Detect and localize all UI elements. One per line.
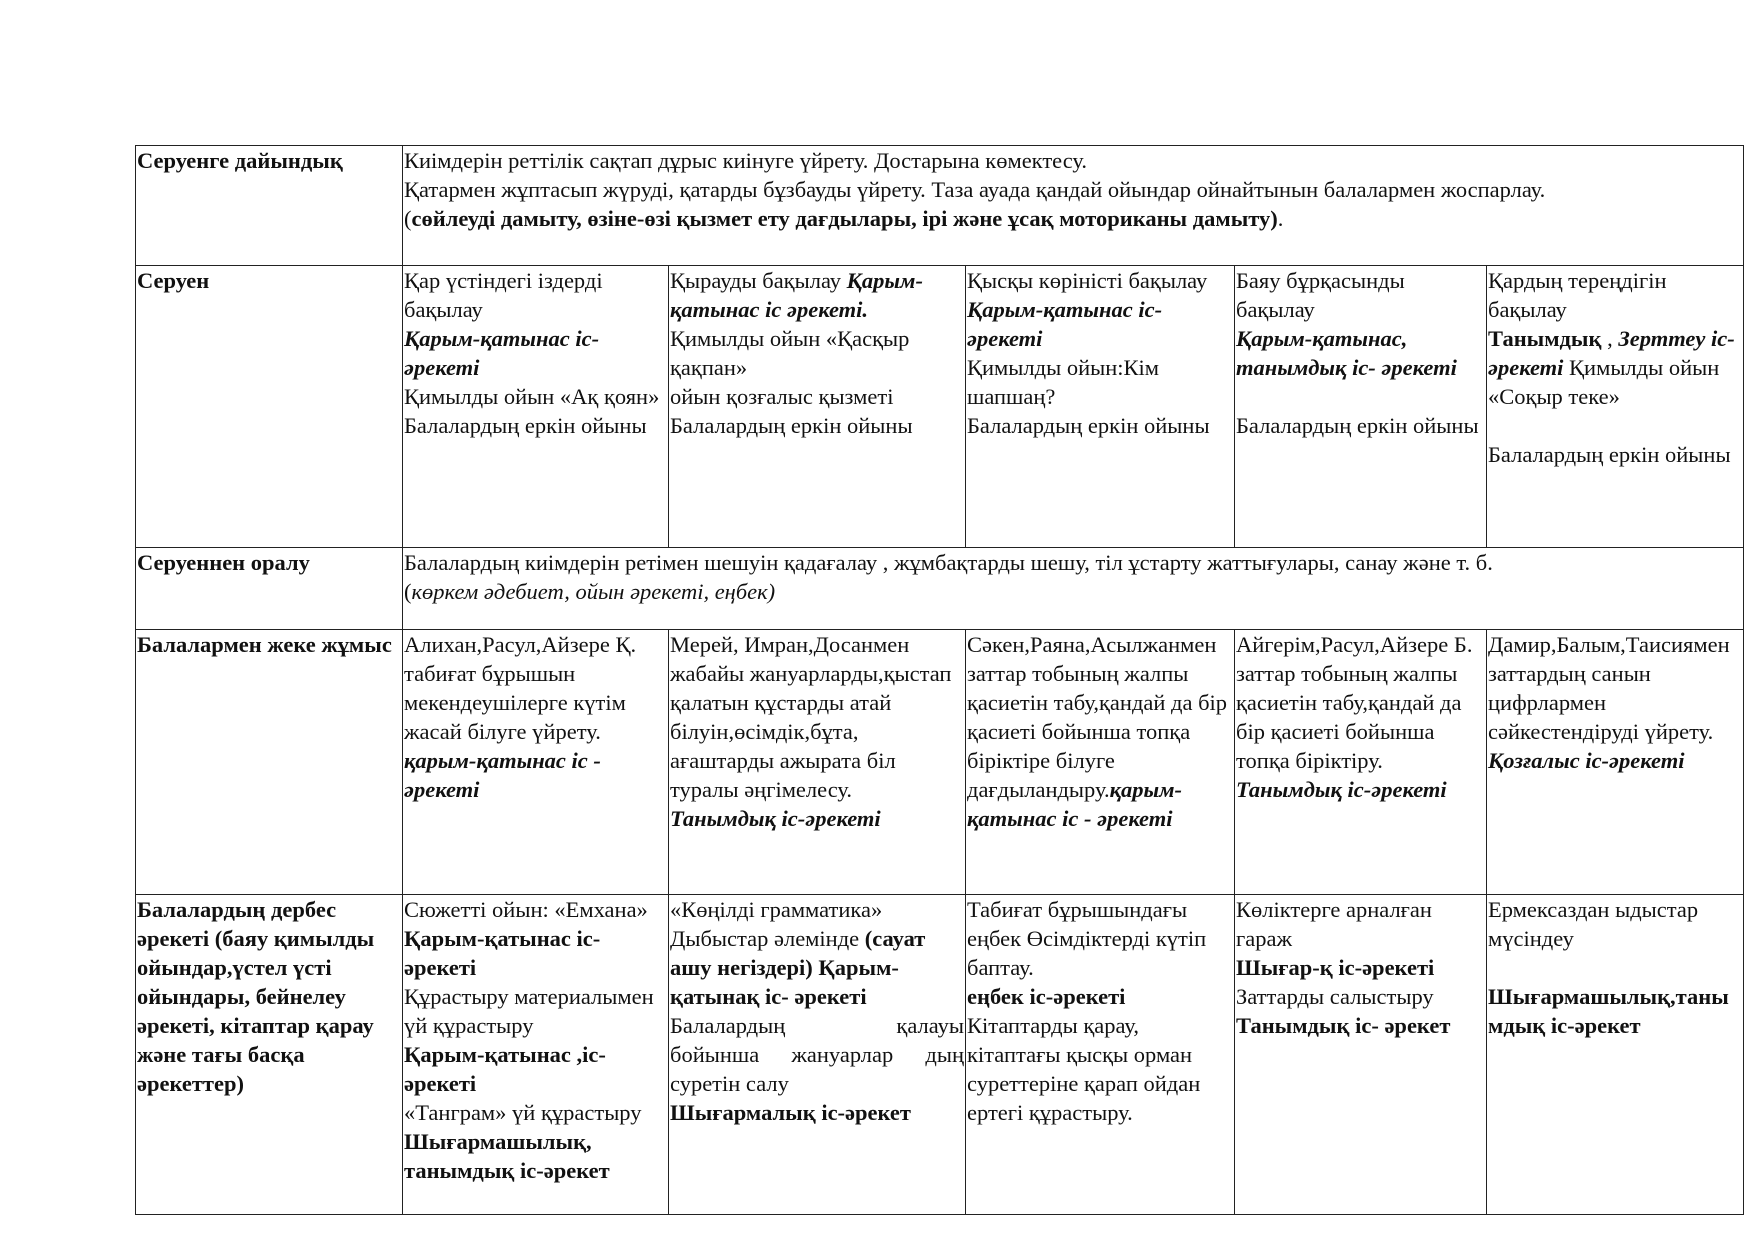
walk-5-research: Зерттеу іс-әрекеті <box>1488 326 1735 380</box>
independent-cell-1 <box>403 895 669 1215</box>
walk-2-activity: Қарым-қатынас іс әрекеті. <box>670 268 923 322</box>
row-return-from-walk <box>136 548 1744 630</box>
individual-cell-2 <box>669 630 966 895</box>
individual-4-text: Айгерім,Расул,Айзере Б. заттар тобының жалпы қасиетін табу,қандай да бір қасиеті бойынша топқа біріктіру. <box>1236 632 1473 773</box>
independent-5-modeling: Ермексаздан ыдыстар мүсіндеу <box>1488 897 1699 951</box>
walk-2-observation <box>670 266 964 324</box>
independent-2-drawing-3: суретін салу <box>670 1071 789 1096</box>
independent-4-activity-a: Шығар-қ іс-әрекеті <box>1236 955 1435 980</box>
walk-5-cognitive: Танымдық <box>1488 326 1602 351</box>
individual-4-activity: Танымдық іс-әрекеті <box>1236 777 1447 802</box>
independent-2-drawing-1: Балалардың қалауы <box>670 1013 964 1038</box>
independent-2-grammar-text: «Көңілді грамматика» Дыбыстар әлемінде <box>670 897 883 951</box>
individual-cell-1 <box>403 630 669 895</box>
independent-cell-5 <box>1487 895 1744 1215</box>
walk-5-game-name: «Соқыр теке» <box>1488 384 1620 409</box>
independent-2-drawing-2: бойынша жануарлар дың <box>670 1042 964 1067</box>
prep-line-3 <box>404 204 1742 233</box>
prep-skills: сөйлеуді дамыту, өзіне-өзі қызмет ету дағдылары, ірі және ұсақ моториканы дамыту) <box>411 206 1278 231</box>
walk-1-observation: Қар үстіндегі іздерді бақылау <box>404 268 603 322</box>
independent-3-activity: еңбек іс-әрекеті <box>967 984 1126 1009</box>
individual-5-text: Дамир,Балым,Таисиямен заттардың санын цифрлармен сәйкестендіруді үйрету. <box>1488 632 1730 744</box>
independent-3-labour: Табиғат бұрышындағы еңбек Өсімдіктерді күтіп баптау. <box>967 897 1207 980</box>
spacer <box>1488 411 1742 440</box>
row-walk-preparation <box>136 146 1744 266</box>
individual-cell-5 <box>1487 630 1744 895</box>
row-walk <box>136 266 1744 548</box>
walk-cell-2 <box>669 266 966 548</box>
separator: , <box>1601 326 1619 351</box>
individual-3-activity: қарым-қатынас іс - әрекеті <box>967 777 1183 831</box>
independent-4-garage: Көліктерге арналған гараж <box>1236 897 1432 951</box>
independent-cell-4 <box>1235 895 1487 1215</box>
walk-1-game: Қимылды ойын «Ақ қоян» <box>404 384 660 409</box>
individual-cell-3 <box>966 630 1235 895</box>
paren: ( <box>404 579 412 604</box>
independent-cell-2 <box>669 895 966 1215</box>
walk-4-activity: Қарым-қатынас, танымдық іс- әрекеті <box>1236 326 1457 380</box>
walk-3-observation: Қысқы көріністі бақылау <box>967 268 1208 293</box>
independent-3-books: Кітаптарды қарау, кітаптағы қысқы орман суреттеріне қарап ойдан ертегі құрастыру. <box>967 1013 1201 1125</box>
independent-1-activity-b: Қарым-қатынас ,іс-әрекеті <box>404 1042 606 1096</box>
walk-3-activity: Қарым-қатынас іс-әрекеті <box>967 297 1163 351</box>
row-label-individual-work: Балалармен жеке жұмыс <box>136 630 403 895</box>
independent-1-story <box>404 895 667 982</box>
prep-line-2: Қатармен жұптасып жүруді, қатарды бұзбауды үйрету. Таза ауада қандай ойындар ойнайтынын балалармен жоспарлау. <box>404 177 1546 202</box>
spacer <box>1236 382 1485 411</box>
walk-4-observation: Баяу бұрқасынды бақылау <box>1236 268 1405 322</box>
independent-4-activity-b: Танымдық іс- әрекет <box>1236 1013 1451 1038</box>
walk-2-observation-text: Қырауды бақылау <box>670 268 847 293</box>
row-label-return: Серуеннен оралу <box>136 548 403 630</box>
walk-4-free-play: Балалардың еркін ойыны <box>1236 413 1479 438</box>
individual-1-text: Алихан,Расул,Айзере Қ. табиғат бұрышын мекендеушілерге күтім жасай білуге үйрету. <box>404 632 637 744</box>
walk-cell-5 <box>1487 266 1744 548</box>
walk-2-game-note: ойын қозғалыс қызметі <box>670 384 894 409</box>
prep-line-1: Киімдерін реттілік сақтап дұрыс киінуге үйрету. Достарына көмектесу. <box>404 148 1088 173</box>
row-label-walk: Серуен <box>136 266 403 548</box>
period: . <box>1277 206 1284 231</box>
walk-1-free-play: Балалардың еркін ойыны <box>404 413 647 438</box>
daily-plan-table <box>135 145 1744 1215</box>
row-label-independent-activity: Балалардың дербес әрекеті (баяу қимылды ойындар,үстел үсті ойындары, бейнелеу әрекеті, кітаптар қарау және тағы басқа әрекеттер) <box>136 895 403 1215</box>
individual-cell-4 <box>1235 630 1487 895</box>
individual-3-text: Сәкен,Раяна,Асылжанмен заттар тобының жалпы қасиетін табу,қандай да бір қасиеті бойынша топқа біріктіре білуге дағдыландыру. <box>967 632 1228 802</box>
walk-cell-3 <box>966 266 1235 548</box>
individual-1-activity: қарым-қатынас іс - әрекеті <box>404 748 601 802</box>
return-content <box>403 548 1744 630</box>
walk-5-game: Қимылды ойын <box>1563 355 1720 380</box>
walk-5-activities <box>1488 324 1742 382</box>
row-individual-work <box>136 630 1744 895</box>
walk-1-activity: Қарым-қатынас іс-әрекеті <box>404 326 600 380</box>
walk-2-free-play: Балалардың еркін ойыны <box>670 413 913 438</box>
independent-cell-3 <box>966 895 1235 1215</box>
return-line-1: Балалардың киімдерін ретімен шешуін қадағалау , жұмбақтарды шешу, тіл ұстарту жаттығулары, санау және т. б. <box>404 550 1493 575</box>
return-line-2 <box>404 577 1742 606</box>
independent-1-story-text: Сюжетті ойын: «Емхана» <box>404 897 648 922</box>
walk-3-game: Қимылды ойын:Кім шапшаң? <box>967 355 1160 409</box>
return-activities: көркем әдебиет, ойын әрекеті, еңбек) <box>411 579 776 604</box>
independent-2-activity: (сауат ашу негіздері) Қарым-қатынақ іс- әрекеті <box>670 926 926 1009</box>
walk-preparation-content <box>403 146 1744 266</box>
walk-2-game: Қимылды ойын «Қасқыр қақпан» <box>670 326 910 380</box>
paren: ( <box>404 206 412 231</box>
independent-1-activity-a: Қарым-қатынас іс- әрекеті <box>404 926 601 980</box>
independent-2-creative-activity: Шығармалық іс-әрекет <box>670 1100 911 1125</box>
independent-5-activity: Шығармашылық,танымдық іс-әрекет <box>1488 984 1729 1038</box>
independent-1-construction: Құрастыру материалымен үй құрастыру <box>404 984 654 1038</box>
independent-1-tangram: «Танграм» үй құрастыру <box>404 1100 642 1125</box>
walk-3-free-play: Балалардың еркін ойыны <box>967 413 1210 438</box>
independent-2-grammar <box>670 895 964 1011</box>
individual-2-activity: Танымдық іс-әрекеті <box>670 806 881 831</box>
walk-5-free-play: Балалардың еркін ойыны <box>1488 442 1731 467</box>
walk-cell-1 <box>403 266 669 548</box>
row-label-walk-preparation: Серуенге дайындық <box>136 146 403 266</box>
walk-cell-4 <box>1235 266 1487 548</box>
individual-2-text: Мерей, Имран,Досанмен жабайы жануарларды,қыстап қалатын құстарды атай білуін,өсімдік,бұта, ағаштарды ажырата біл туралы әңгімелесу. <box>670 632 952 802</box>
row-independent-activity <box>136 895 1744 1215</box>
spacer <box>1488 953 1742 982</box>
walk-5-observation: Қардың тереңдігін бақылау <box>1488 268 1667 322</box>
individual-5-activity: Қозғалыс іс-әрекеті <box>1488 748 1685 773</box>
independent-4-compare: Заттарды салыстыру <box>1236 984 1434 1009</box>
independent-1-activity-c: Шығармашылық, танымдық іс-әрекет <box>404 1129 610 1183</box>
